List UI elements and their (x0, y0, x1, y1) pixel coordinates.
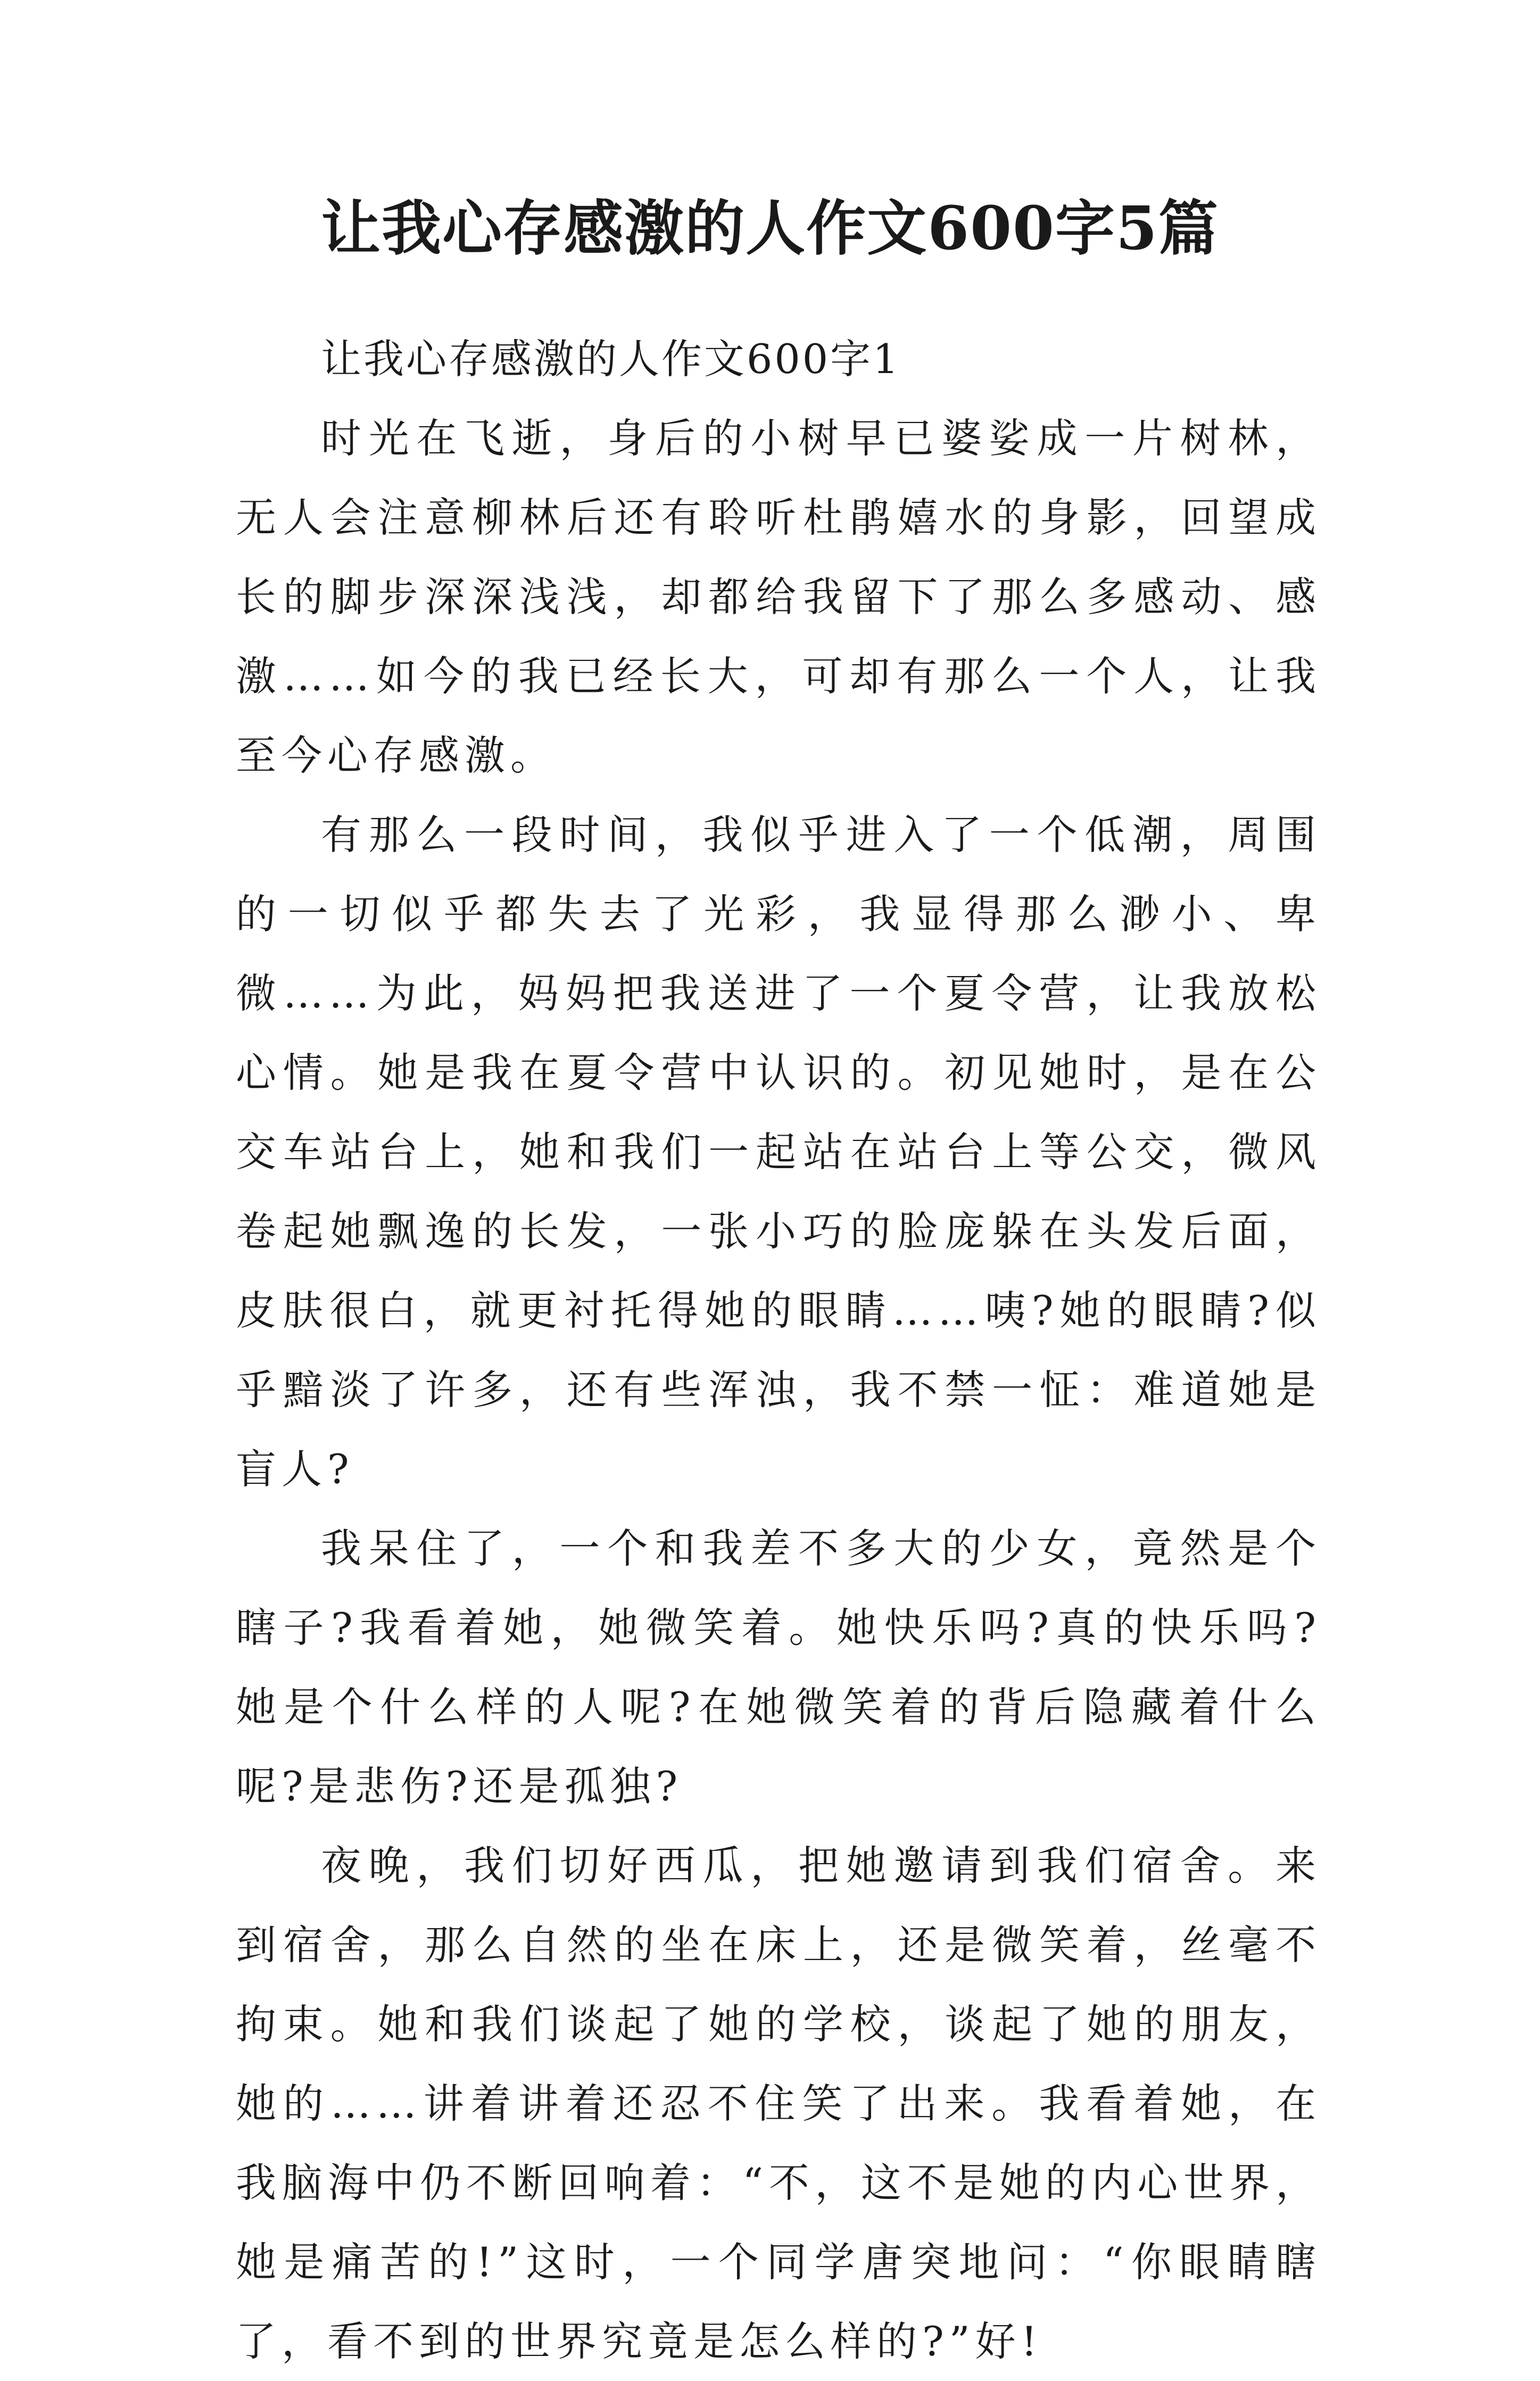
document-title: 让我心存感激的人作文600字5篇 (321, 194, 1219, 263)
paragraph-3: 我呆住了，一个和我差不多大的少女，竟然是个瞎子?我看着她，她微笑着。她快乐吗?真的快乐吗?她是个什么样的人呢?在她微笑着的背后隐藏着什么呢?是悲伤?还是孤独? (236, 1525, 1321, 1810)
paragraph-1: 时光在飞逝，身后的小树早已婆娑成一片树林，无人会注意柳林后还有聆听杜鹃嬉水的身影，回望成长的脚步深深浅浅，却都给我留下了那么多感动、感激……如今的我已经长大，可却有那么一个人，让我至今心存感激。 (236, 415, 1321, 779)
article-body (236, 319, 1321, 2381)
paragraph-2: 有那么一段时间，我似乎进入了一个低潮，周围的一切似乎都失去了光彩，我显得那么渺小、卑微……为此，妈妈把我送进了一个夏令营，让我放松心情。她是我在夏令营中认识的。初见她时，是在公交车站台上，她和我们一起站在站台上等公交，微风卷起她飘逸的长发，一张小巧的脸庞躲在头发后面，皮肤很白，就更衬托得她的眼睛……咦?她的眼睛?似乎黯淡了许多，还有些浑浊，我不禁一怔：难道她是盲人? (236, 811, 1321, 1493)
essay-subheading: 让我心存感激的人作文600字1 (321, 335, 901, 383)
paragraph-4: 夜晚，我们切好西瓜，把她邀请到我们宿舍。来到宿舍，那么自然的坐在床上，还是微笑着，丝毫不拘束。她和我们谈起了她的学校，谈起了她的朋友，她的……讲着讲着还忍不住笑了出来。我看着她，在我脑海中仍不断回响着：“不，这不是她的内心世界，她是痛苦的!”这时，一个同学唐突地问：“你眼睛瞎了，看不到的世界究竟是怎么样的?”好! (236, 1842, 1321, 2365)
